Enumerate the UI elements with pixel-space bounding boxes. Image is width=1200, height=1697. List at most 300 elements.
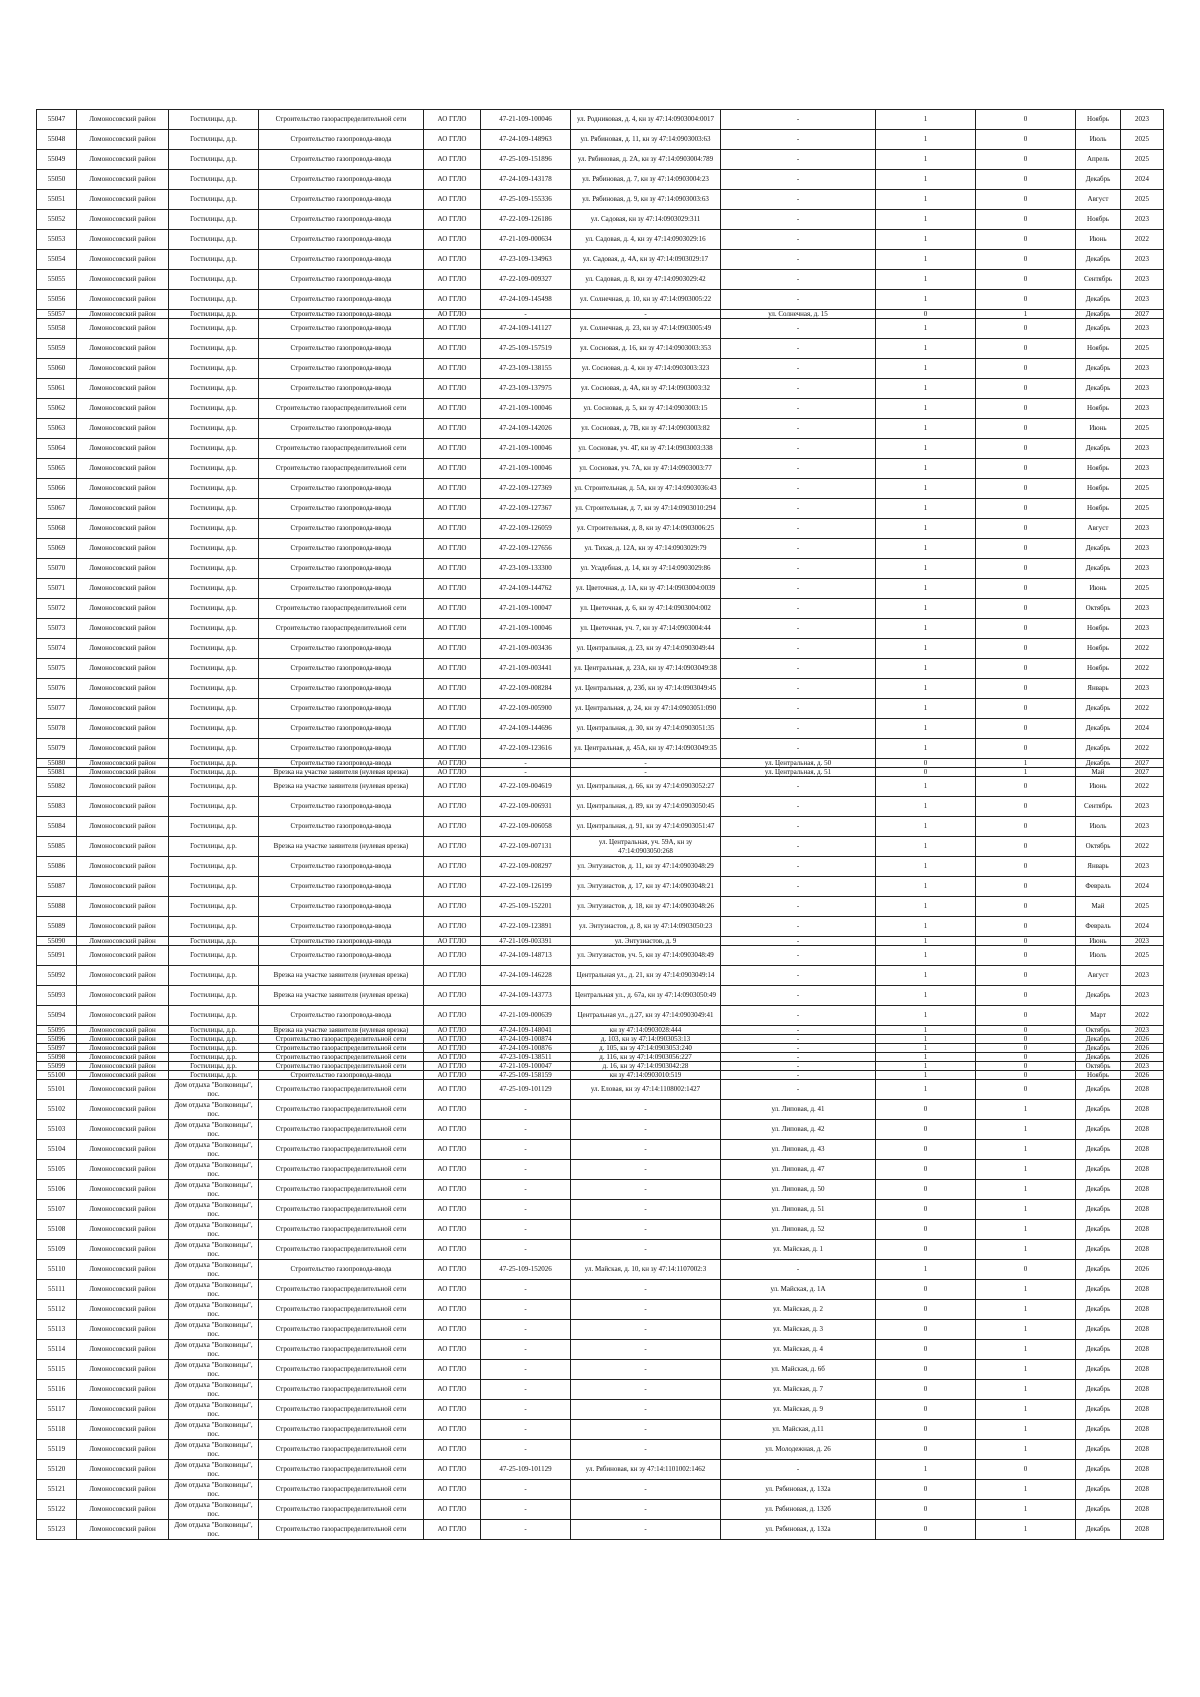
table-row (37, 130, 1164, 150)
district-cell: Ломоносовский район (77, 1360, 169, 1380)
organization-cell: АО ГГЛО (424, 519, 481, 539)
row-number-cell: 55093 (37, 986, 77, 1006)
application-number-cell: 47-25-109-157519 (481, 339, 571, 359)
row-number-cell: 55118 (37, 1420, 77, 1440)
district-cell: Ломоносовский район (77, 1340, 169, 1360)
month-cell: Ноябрь (1076, 210, 1121, 230)
work-type-cell: Строительство газораспределительной сети (259, 1420, 424, 1440)
cadastral-address-cell: Центральная ул., д.27, кн зу 47:14:0903049:41 (571, 1006, 721, 1026)
work-type-cell: Строительство газопровода-ввода (259, 797, 424, 817)
table-row (37, 1500, 1164, 1520)
address-cell: - (721, 1026, 876, 1035)
year-cell: 2024 (1121, 917, 1164, 937)
table-row (37, 659, 1164, 679)
month-cell: Апрель (1076, 150, 1121, 170)
count-b-cell: 0 (976, 679, 1076, 699)
count-a-cell: 1 (876, 837, 976, 857)
row-number-cell: 55058 (37, 319, 77, 339)
year-cell: 2028 (1121, 1300, 1164, 1320)
organization-cell: АО ГГЛО (424, 897, 481, 917)
cadastral-address-cell: ул. Энтузиастов, д. 8, кн зу 47:14:0903050:23 (571, 917, 721, 937)
count-b-cell: 0 (976, 399, 1076, 419)
work-type-cell: Строительство газопровода-ввода (259, 559, 424, 579)
locality-cell: Дом отдыха "Волковицы", пос. (169, 1160, 259, 1180)
work-type-cell: Строительство газопровода-ввода (259, 230, 424, 250)
year-cell: 2025 (1121, 190, 1164, 210)
organization-cell: АО ГГЛО (424, 210, 481, 230)
work-type-cell: Строительство газораспределительной сети (259, 1100, 424, 1120)
organization-cell: АО ГГЛО (424, 1220, 481, 1240)
application-number-cell: - (481, 1300, 571, 1320)
organization-cell: АО ГГЛО (424, 699, 481, 719)
table-row (37, 230, 1164, 250)
district-cell: Ломоносовский район (77, 659, 169, 679)
table-row (37, 1380, 1164, 1400)
count-b-cell: 1 (976, 1140, 1076, 1160)
address-cell: - (721, 319, 876, 339)
table-row (37, 1035, 1164, 1044)
row-number-cell: 55104 (37, 1140, 77, 1160)
year-cell: 2023 (1121, 250, 1164, 270)
district-cell: Ломоносовский район (77, 1440, 169, 1460)
year-cell: 2023 (1121, 459, 1164, 479)
table-row (37, 1340, 1164, 1360)
count-b-cell: 0 (976, 917, 1076, 937)
table-row (37, 210, 1164, 230)
count-a-cell: 0 (876, 759, 976, 768)
count-a-cell: 1 (876, 857, 976, 877)
month-cell: Январь (1076, 857, 1121, 877)
organization-cell: АО ГГЛО (424, 857, 481, 877)
year-cell: 2028 (1121, 1500, 1164, 1520)
year-cell: 2028 (1121, 1080, 1164, 1100)
year-cell: 2026 (1121, 1044, 1164, 1053)
month-cell: Декабрь (1076, 170, 1121, 190)
table-row (37, 1071, 1164, 1080)
year-cell: 2025 (1121, 419, 1164, 439)
month-cell: Декабрь (1076, 1500, 1121, 1520)
count-a-cell: 0 (876, 1200, 976, 1220)
count-a-cell: 1 (876, 739, 976, 759)
row-number-cell: 55105 (37, 1160, 77, 1180)
month-cell: Декабрь (1076, 719, 1121, 739)
cadastral-address-cell: - (571, 1380, 721, 1400)
count-b-cell: 1 (976, 1520, 1076, 1540)
row-number-cell: 55085 (37, 837, 77, 857)
cadastral-address-cell: ул. Рябиновая, д. 7, кн зу 47:14:0903004:23 (571, 170, 721, 190)
address-cell: - (721, 1071, 876, 1080)
cadastral-address-cell: д. 16, кн зу 47:14:0903042:28 (571, 1062, 721, 1071)
cadastral-address-cell: - (571, 1220, 721, 1240)
table-row (37, 768, 1164, 777)
count-b-cell: 1 (976, 310, 1076, 319)
application-number-cell: 47-25-109-155336 (481, 190, 571, 210)
count-a-cell: 1 (876, 1026, 976, 1035)
month-cell: Декабрь (1076, 1360, 1121, 1380)
application-number-cell: 47-21-109-003391 (481, 937, 571, 946)
locality-cell: Гостилицы, д.р. (169, 1006, 259, 1026)
cadastral-address-cell: - (571, 1500, 721, 1520)
locality-cell: Дом отдыха "Волковицы", пос. (169, 1320, 259, 1340)
address-cell: ул. Майская, д. 7 (721, 1380, 876, 1400)
year-cell: 2023 (1121, 619, 1164, 639)
locality-cell: Гостилицы, д.р. (169, 1035, 259, 1044)
year-cell: 2025 (1121, 150, 1164, 170)
address-cell: - (721, 937, 876, 946)
count-a-cell: 1 (876, 579, 976, 599)
row-number-cell: 55097 (37, 1044, 77, 1053)
work-type-cell: Строительство газопровода-ввода (259, 817, 424, 837)
address-cell: - (721, 439, 876, 459)
cadastral-address-cell: ул. Рябиновая, д. 2А, кн зу 47:14:0903004:789 (571, 150, 721, 170)
work-type-cell: Строительство газопровода-ввода (259, 250, 424, 270)
count-a-cell: 1 (876, 719, 976, 739)
count-b-cell: 1 (976, 1280, 1076, 1300)
table-row (37, 837, 1164, 857)
month-cell: Декабрь (1076, 986, 1121, 1006)
district-cell: Ломоносовский район (77, 1071, 169, 1080)
cadastral-address-cell: ул. Центральная, д. 24, кн зу 47:14:0903051:090 (571, 699, 721, 719)
count-b-cell: 1 (976, 1120, 1076, 1140)
cadastral-address-cell: Центральная ул., д. 21, кн зу 47:14:0903049:14 (571, 966, 721, 986)
count-b-cell: 0 (976, 499, 1076, 519)
district-cell: Ломоносовский район (77, 719, 169, 739)
organization-cell: АО ГГЛО (424, 966, 481, 986)
application-number-cell: 47-21-109-003436 (481, 639, 571, 659)
month-cell: Декабрь (1076, 1420, 1121, 1440)
table-row (37, 639, 1164, 659)
month-cell: Декабрь (1076, 379, 1121, 399)
month-cell: Декабрь (1076, 1340, 1121, 1360)
locality-cell: Дом отдыха "Волковицы", пос. (169, 1220, 259, 1240)
application-number-cell: 47-23-109-138155 (481, 359, 571, 379)
district-cell: Ломоносовский район (77, 559, 169, 579)
work-type-cell: Строительство газопровода-ввода (259, 759, 424, 768)
table-row (37, 170, 1164, 190)
locality-cell: Дом отдыха "Волковицы", пос. (169, 1420, 259, 1440)
cadastral-address-cell: ул. Центральная, д. 23А, кн зу 47:14:0903049:38 (571, 659, 721, 679)
count-a-cell: 1 (876, 817, 976, 837)
work-type-cell: Строительство газопровода-ввода (259, 359, 424, 379)
application-number-cell: - (481, 310, 571, 319)
organization-cell: АО ГГЛО (424, 1420, 481, 1440)
address-cell: ул. Майская, д. 1А (721, 1280, 876, 1300)
locality-cell: Гостилицы, д.р. (169, 699, 259, 719)
organization-cell: АО ГГЛО (424, 1260, 481, 1280)
district-cell: Ломоносовский район (77, 1080, 169, 1100)
table-row (37, 439, 1164, 459)
address-cell: - (721, 130, 876, 150)
year-cell: 2028 (1121, 1320, 1164, 1340)
table-row (37, 1360, 1164, 1380)
district-cell: Ломоносовский район (77, 1280, 169, 1300)
count-b-cell: 0 (976, 319, 1076, 339)
month-cell: Январь (1076, 679, 1121, 699)
count-b-cell: 0 (976, 1006, 1076, 1026)
work-type-cell: Строительство газораспределительной сети (259, 1240, 424, 1260)
count-b-cell: 0 (976, 339, 1076, 359)
organization-cell: АО ГГЛО (424, 1200, 481, 1220)
organization-cell: АО ГГЛО (424, 399, 481, 419)
organization-cell: АО ГГЛО (424, 599, 481, 619)
count-b-cell: 0 (976, 699, 1076, 719)
year-cell: 2028 (1121, 1120, 1164, 1140)
row-number-cell: 55102 (37, 1100, 77, 1120)
table-row (37, 1520, 1164, 1540)
locality-cell: Гостилицы, д.р. (169, 399, 259, 419)
application-number-cell: - (481, 1320, 571, 1340)
application-number-cell: 47-24-109-145498 (481, 290, 571, 310)
work-type-cell: Строительство газораспределительной сети (259, 1160, 424, 1180)
application-number-cell: - (481, 1200, 571, 1220)
locality-cell: Гостилицы, д.р. (169, 837, 259, 857)
table-row (37, 817, 1164, 837)
count-b-cell: 0 (976, 937, 1076, 946)
count-a-cell: 1 (876, 917, 976, 937)
address-cell: - (721, 837, 876, 857)
count-b-cell: 0 (976, 739, 1076, 759)
count-a-cell: 0 (876, 1480, 976, 1500)
district-cell: Ломоносовский район (77, 1520, 169, 1540)
organization-cell: АО ГГЛО (424, 310, 481, 319)
row-number-cell: 55086 (37, 857, 77, 877)
table-row (37, 986, 1164, 1006)
district-cell: Ломоносовский район (77, 1053, 169, 1062)
organization-cell: АО ГГЛО (424, 539, 481, 559)
table-row (37, 339, 1164, 359)
table-row (37, 270, 1164, 290)
month-cell: Декабрь (1076, 1300, 1121, 1320)
table-row (37, 359, 1164, 379)
count-a-cell: 1 (876, 439, 976, 459)
address-cell: ул. Молодежная, д. 26 (721, 1440, 876, 1460)
locality-cell: Гостилицы, д.р. (169, 499, 259, 519)
year-cell: 2028 (1121, 1420, 1164, 1440)
locality-cell: Гостилицы, д.р. (169, 897, 259, 917)
table-body (37, 110, 1164, 1540)
table-row (37, 1140, 1164, 1160)
district-cell: Ломоносовский район (77, 339, 169, 359)
month-cell: Ноябрь (1076, 659, 1121, 679)
cadastral-address-cell: ул. Солнечная, д. 23, кн зу 47:14:0903005:49 (571, 319, 721, 339)
table-row (37, 539, 1164, 559)
locality-cell: Гостилицы, д.р. (169, 659, 259, 679)
work-type-cell: Строительство газораспределительной сети (259, 1220, 424, 1240)
locality-cell: Гостилицы, д.р. (169, 419, 259, 439)
month-cell: Ноябрь (1076, 399, 1121, 419)
district-cell: Ломоносовский район (77, 759, 169, 768)
address-cell: ул. Солнечная, д. 15 (721, 310, 876, 319)
count-a-cell: 1 (876, 639, 976, 659)
application-number-cell: 47-24-109-148713 (481, 946, 571, 966)
table-row (37, 110, 1164, 130)
table-row (37, 190, 1164, 210)
count-a-cell: 0 (876, 1180, 976, 1200)
row-number-cell: 55087 (37, 877, 77, 897)
cadastral-address-cell: - (571, 759, 721, 768)
count-a-cell: 1 (876, 986, 976, 1006)
year-cell: 2024 (1121, 877, 1164, 897)
work-type-cell: Строительство газопровода-ввода (259, 479, 424, 499)
month-cell: Декабрь (1076, 1035, 1121, 1044)
row-number-cell: 55080 (37, 759, 77, 768)
month-cell: Декабрь (1076, 1180, 1121, 1200)
work-type-cell: Строительство газопровода-ввода (259, 170, 424, 190)
cadastral-address-cell: - (571, 1160, 721, 1180)
address-cell: ул. Липовая, д. 41 (721, 1100, 876, 1120)
table-row (37, 719, 1164, 739)
year-cell: 2022 (1121, 639, 1164, 659)
locality-cell: Гостилицы, д.р. (169, 966, 259, 986)
organization-cell: АО ГГЛО (424, 379, 481, 399)
table-row (37, 946, 1164, 966)
month-cell: Декабрь (1076, 1044, 1121, 1053)
address-cell: - (721, 170, 876, 190)
row-number-cell: 55052 (37, 210, 77, 230)
count-a-cell: 0 (876, 1400, 976, 1420)
month-cell: Декабрь (1076, 699, 1121, 719)
application-number-cell: 47-24-109-141127 (481, 319, 571, 339)
cadastral-address-cell: - (571, 1280, 721, 1300)
cadastral-address-cell: ул. Еловая, кн зу 47:14:1108002:1427 (571, 1080, 721, 1100)
organization-cell: АО ГГЛО (424, 150, 481, 170)
address-cell: - (721, 659, 876, 679)
address-cell: - (721, 946, 876, 966)
address-cell: ул. Рябиновая, д. 132б (721, 1500, 876, 1520)
table-row (37, 1320, 1164, 1340)
organization-cell: АО ГГЛО (424, 1340, 481, 1360)
application-number-cell: 47-22-109-008297 (481, 857, 571, 877)
application-number-cell: 47-21-109-000639 (481, 1006, 571, 1026)
cadastral-address-cell: ул. Центральная, д. 23б, кн зу 47:14:0903049:45 (571, 679, 721, 699)
cadastral-address-cell: д. 116, кн зу 47:14:0903056:227 (571, 1053, 721, 1062)
month-cell: Март (1076, 1006, 1121, 1026)
count-b-cell: 0 (976, 379, 1076, 399)
district-cell: Ломоносовский район (77, 310, 169, 319)
year-cell: 2023 (1121, 966, 1164, 986)
month-cell: Декабрь (1076, 1280, 1121, 1300)
table-row (37, 1240, 1164, 1260)
year-cell: 2022 (1121, 837, 1164, 857)
count-b-cell: 0 (976, 1071, 1076, 1080)
application-number-cell: 47-21-109-100046 (481, 459, 571, 479)
organization-cell: АО ГГЛО (424, 1400, 481, 1420)
address-cell: - (721, 777, 876, 797)
year-cell: 2025 (1121, 499, 1164, 519)
address-cell: - (721, 399, 876, 419)
count-a-cell: 0 (876, 1420, 976, 1440)
table-row (37, 1026, 1164, 1035)
month-cell: Декабрь (1076, 539, 1121, 559)
address-cell: ул. Майская, д.11 (721, 1420, 876, 1440)
row-number-cell: 55116 (37, 1380, 77, 1400)
application-number-cell: - (481, 1420, 571, 1440)
count-b-cell: 0 (976, 110, 1076, 130)
count-a-cell: 1 (876, 1062, 976, 1071)
district-cell: Ломоносовский район (77, 797, 169, 817)
locality-cell: Гостилицы, д.р. (169, 917, 259, 937)
count-a-cell: 0 (876, 1320, 976, 1340)
organization-cell: АО ГГЛО (424, 1500, 481, 1520)
address-cell: ул. Липовая, д. 47 (721, 1160, 876, 1180)
count-a-cell: 1 (876, 210, 976, 230)
application-number-cell: 47-22-109-126059 (481, 519, 571, 539)
district-cell: Ломоносовский район (77, 479, 169, 499)
district-cell: Ломоносовский район (77, 1044, 169, 1053)
work-type-cell: Строительство газопровода-ввода (259, 290, 424, 310)
row-number-cell: 55092 (37, 966, 77, 986)
application-number-cell: - (481, 1140, 571, 1160)
row-number-cell: 55050 (37, 170, 77, 190)
application-number-cell: - (481, 1380, 571, 1400)
work-type-cell: Строительство газораспределительной сети (259, 439, 424, 459)
year-cell: 2023 (1121, 379, 1164, 399)
district-cell: Ломоносовский район (77, 270, 169, 290)
work-type-cell: Строительство газораспределительной сети (259, 619, 424, 639)
row-number-cell: 55056 (37, 290, 77, 310)
month-cell: Декабрь (1076, 250, 1121, 270)
application-number-cell: - (481, 759, 571, 768)
month-cell: Ноябрь (1076, 639, 1121, 659)
row-number-cell: 55108 (37, 1220, 77, 1240)
locality-cell: Гостилицы, д.р. (169, 797, 259, 817)
row-number-cell: 55063 (37, 419, 77, 439)
cadastral-address-cell: ул. Цветочная, д. 6, кн зу 47:14:0903004:002 (571, 599, 721, 619)
application-number-cell: 47-21-109-100046 (481, 619, 571, 639)
work-type-cell: Строительство газопровода-ввода (259, 877, 424, 897)
organization-cell: АО ГГЛО (424, 797, 481, 817)
month-cell: Декабрь (1076, 1220, 1121, 1240)
locality-cell: Дом отдыха "Волковицы", пос. (169, 1500, 259, 1520)
cadastral-address-cell: - (571, 1360, 721, 1380)
application-number-cell: 47-24-109-148041 (481, 1026, 571, 1035)
row-number-cell: 55115 (37, 1360, 77, 1380)
locality-cell: Гостилицы, д.р. (169, 1026, 259, 1035)
locality-cell: Дом отдыха "Волковицы", пос. (169, 1280, 259, 1300)
count-a-cell: 1 (876, 699, 976, 719)
count-b-cell: 0 (976, 250, 1076, 270)
month-cell: Декабрь (1076, 559, 1121, 579)
work-type-cell: Строительство газопровода-ввода (259, 857, 424, 877)
organization-cell: АО ГГЛО (424, 1240, 481, 1260)
locality-cell: Гостилицы, д.р. (169, 110, 259, 130)
locality-cell: Гостилицы, д.р. (169, 768, 259, 777)
table-row (37, 599, 1164, 619)
count-b-cell: 0 (976, 619, 1076, 639)
month-cell: Декабрь (1076, 1120, 1121, 1140)
organization-cell: АО ГГЛО (424, 499, 481, 519)
row-number-cell: 55070 (37, 559, 77, 579)
count-a-cell: 1 (876, 290, 976, 310)
work-type-cell: Строительство газораспределительной сети (259, 1500, 424, 1520)
table-row (37, 1200, 1164, 1220)
work-type-cell: Строительство газораспределительной сети (259, 1140, 424, 1160)
year-cell: 2023 (1121, 210, 1164, 230)
count-a-cell: 1 (876, 519, 976, 539)
month-cell: Декабрь (1076, 290, 1121, 310)
locality-cell: Дом отдыха "Волковицы", пос. (169, 1440, 259, 1460)
locality-cell: Гостилицы, д.р. (169, 1071, 259, 1080)
locality-cell: Гостилицы, д.р. (169, 459, 259, 479)
month-cell: Декабрь (1076, 1053, 1121, 1062)
work-type-cell: Строительство газораспределительной сети (259, 459, 424, 479)
application-number-cell: 47-24-109-142026 (481, 419, 571, 439)
locality-cell: Гостилицы, д.р. (169, 817, 259, 837)
address-cell: ул. Рябиновая, д. 132а (721, 1480, 876, 1500)
address-cell: - (721, 817, 876, 837)
work-type-cell: Строительство газораспределительной сети (259, 110, 424, 130)
table-row (37, 1080, 1164, 1100)
